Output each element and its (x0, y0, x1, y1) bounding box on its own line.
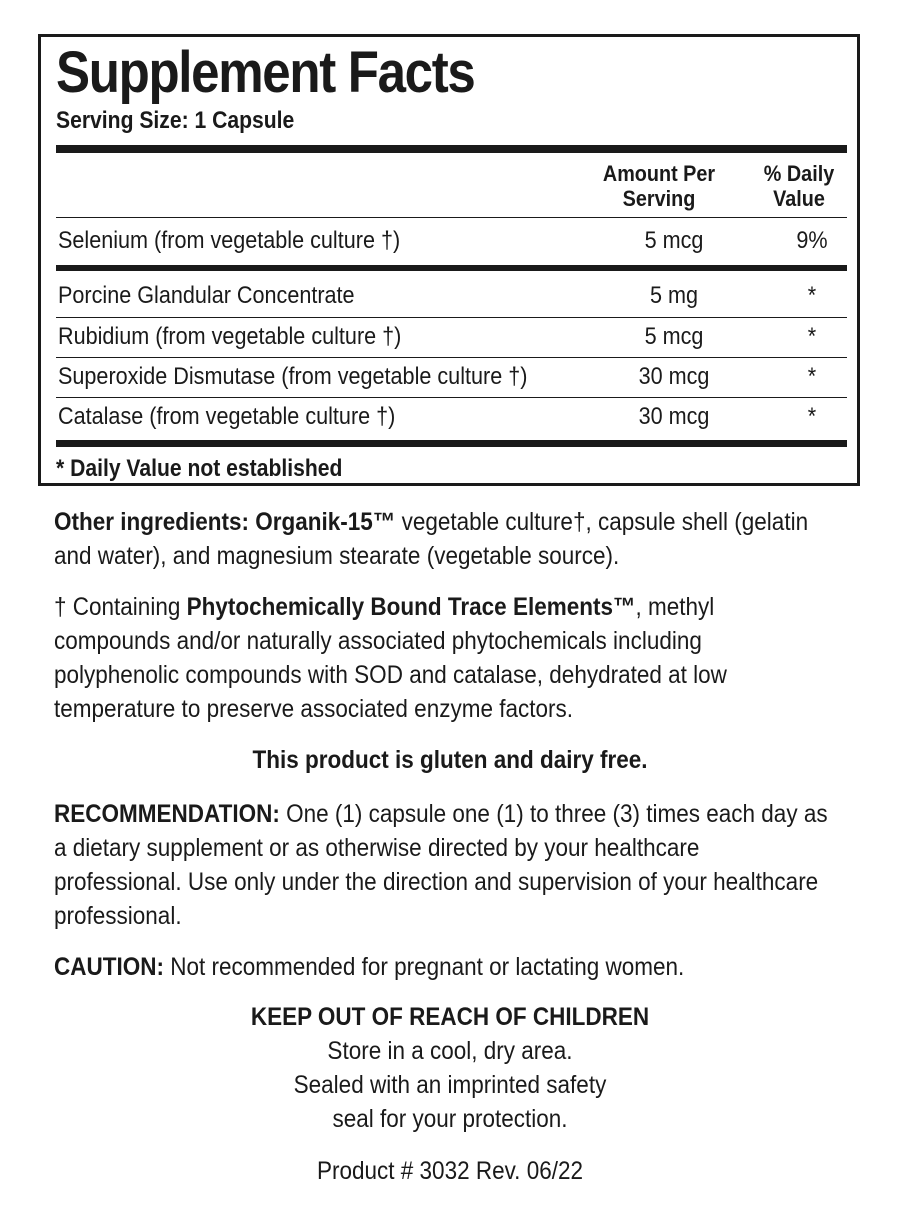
ingredient-name: Rubidium (from vegetable culture †) (58, 323, 402, 350)
gluten-note: This product is gluten and dairy free. (252, 746, 648, 774)
supplement-facts-panel (38, 34, 860, 486)
storage-heading: KEEP OUT OF REACH OF CHILDREN (250, 1003, 650, 1031)
ingredient-amount: 5 mcg (644, 323, 704, 350)
caution: CAUTION: Not recommended for pregnant or lactating women. (54, 953, 685, 981)
table-row (56, 222, 847, 260)
caution-label: CAUTION: (54, 953, 164, 981)
header-rule (56, 145, 847, 153)
ingredient-amount: 5 mg (649, 282, 699, 309)
recommendation: RECOMMENDATION: One (1) capsule one (1) to three (3) times each day as a dietary supplement or as otherwise directed by your healthcare professional. Use only under the direction and supervision of your healthcare professional. (54, 800, 828, 930)
section-rule (56, 265, 847, 271)
storage-line: seal for your protection. (332, 1105, 568, 1133)
storage-block (0, 1000, 900, 1136)
table-row (56, 318, 847, 356)
column-header-rule (56, 217, 847, 218)
ingredient-name: Selenium (from vegetable culture †) (58, 227, 401, 254)
table-row (56, 398, 847, 436)
table-row (56, 358, 847, 396)
recommendation-label: RECOMMENDATION: (54, 800, 280, 828)
footer-rule (56, 440, 847, 447)
daily-value-footnote: * Daily Value not established (56, 455, 343, 482)
table-row (56, 277, 847, 315)
ingredient-daily-value: * (807, 323, 817, 350)
product-code: Product # 3032 Rev. 06/22 (316, 1157, 584, 1185)
ingredient-daily-value: * (807, 282, 817, 309)
daily-value-header: % Daily Value (763, 161, 835, 211)
ingredient-amount: 30 mcg (638, 403, 710, 430)
ingredient-amount: 5 mcg (644, 227, 704, 254)
ingredient-name: Superoxide Dismutase (from vegetable culture †) (58, 363, 528, 390)
storage-line: Sealed with an imprinted safety (293, 1071, 607, 1099)
amount-per-serving-header: Amount Per Serving (602, 161, 716, 211)
other-ingredients-label: Other ingredients: (54, 508, 256, 536)
trace-elements-brand: Phytochemically Bound Trace Elements™ (186, 593, 636, 621)
ingredient-daily-value: * (807, 403, 817, 430)
ingredient-daily-value: 9% (796, 227, 828, 254)
organik-brand: Organik-15™ (255, 508, 396, 536)
facts-title: Supplement Facts (56, 40, 475, 105)
ingredient-name: Catalase (from vegetable culture †) (58, 403, 396, 430)
serving-size: Serving Size: 1 Capsule (56, 107, 295, 134)
dagger-note: † Containing Phytochemically Bound Trace Elements™, methyl compounds and/or naturally associated phytochemicals including polyphenolic compounds with SOD and catalase, dehydrated at low temperature to preserve associated enzyme factors. (54, 593, 727, 723)
storage-line: Store in a cool, dry area. (327, 1037, 573, 1065)
ingredient-name: Porcine Glandular Concentrate (58, 282, 355, 309)
ingredient-amount: 30 mcg (638, 363, 710, 390)
other-ingredients: Other ingredients: Organik-15™ vegetable culture†, capsule shell (gelatin and water), and magnesium stearate (vegetable source). (54, 508, 809, 570)
ingredient-daily-value: * (807, 363, 817, 390)
